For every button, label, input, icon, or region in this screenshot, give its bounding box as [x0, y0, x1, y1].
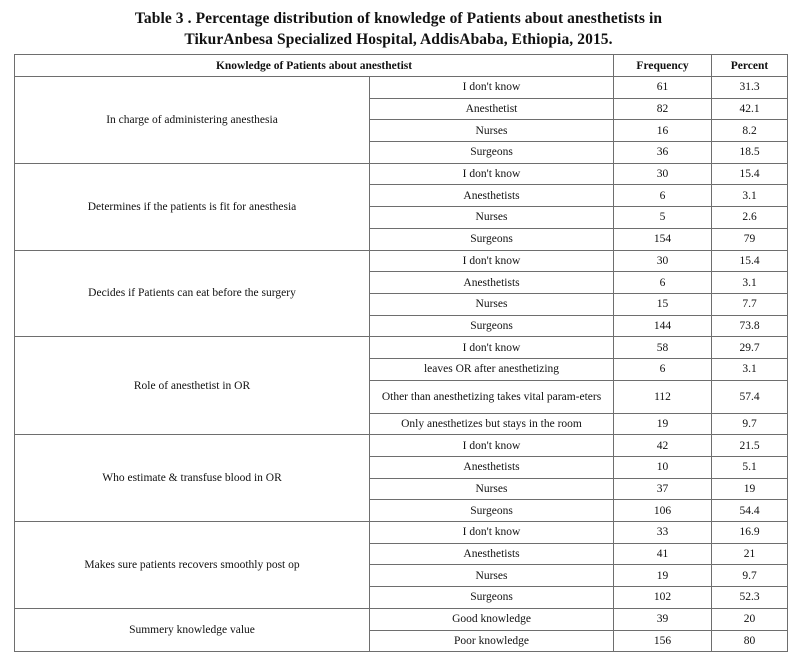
frequency-cell: 19	[614, 565, 712, 587]
option-cell: Nurses	[370, 478, 614, 500]
option-cell: I don't know	[370, 163, 614, 185]
percent-cell: 7.7	[712, 293, 788, 315]
percent-cell: 54.4	[712, 500, 788, 522]
frequency-cell: 30	[614, 163, 712, 185]
question-cell: Decides if Patients can eat before the surgery	[15, 250, 370, 337]
option-cell: Surgeons	[370, 500, 614, 522]
frequency-cell: 106	[614, 500, 712, 522]
frequency-cell: 37	[614, 478, 712, 500]
frequency-cell: 5	[614, 207, 712, 229]
percent-cell: 52.3	[712, 587, 788, 609]
header-frequency: Frequency	[614, 55, 712, 77]
frequency-cell: 33	[614, 522, 712, 544]
table-row	[15, 608, 788, 630]
table-row	[15, 435, 788, 457]
percent-cell: 8.2	[712, 120, 788, 142]
caption-line-2: TikurAnbesa Specialized Hospital, AddisAbaba, Ethiopia, 2015.	[184, 31, 613, 48]
header-percent: Percent	[712, 55, 788, 77]
percent-cell: 80	[712, 630, 788, 652]
option-cell: Poor knowledge	[370, 630, 614, 652]
percent-cell: 31.3	[712, 77, 788, 99]
option-cell: I don't know	[370, 337, 614, 359]
table-row	[15, 250, 788, 272]
table-caption	[0, 8, 797, 50]
option-cell: I don't know	[370, 250, 614, 272]
option-cell: I don't know	[370, 77, 614, 99]
option-cell: Nurses	[370, 293, 614, 315]
percent-cell: 21	[712, 543, 788, 565]
percent-cell: 15.4	[712, 163, 788, 185]
question-cell: Makes sure patients recovers smoothly post op	[15, 522, 370, 609]
option-cell: Anesthetist	[370, 98, 614, 120]
percent-cell: 16.9	[712, 522, 788, 544]
table-row	[15, 337, 788, 359]
caption-line-1: Table 3 . Percentage distribution of knowledge of Patients about anesthetists in	[134, 10, 663, 27]
percent-cell: 20	[712, 608, 788, 630]
frequency-cell: 36	[614, 142, 712, 164]
frequency-cell: 61	[614, 77, 712, 99]
question-cell: Summery knowledge value	[15, 608, 370, 651]
option-cell: Anesthetists	[370, 457, 614, 479]
frequency-cell: 156	[614, 630, 712, 652]
percent-cell: 57.4	[712, 380, 788, 413]
frequency-cell: 102	[614, 587, 712, 609]
frequency-cell: 10	[614, 457, 712, 479]
table-body	[15, 77, 788, 652]
frequency-cell: 58	[614, 337, 712, 359]
percent-cell: 21.5	[712, 435, 788, 457]
option-cell: Surgeons	[370, 142, 614, 164]
option-cell: Anesthetists	[370, 185, 614, 207]
frequency-cell: 112	[614, 380, 712, 413]
percent-cell: 73.8	[712, 315, 788, 337]
question-cell: In charge of administering anesthesia	[15, 77, 370, 164]
frequency-cell: 154	[614, 228, 712, 250]
percent-cell: 79	[712, 228, 788, 250]
frequency-cell: 42	[614, 435, 712, 457]
frequency-cell: 30	[614, 250, 712, 272]
header-knowledge: Knowledge of Patients about anesthetist	[15, 55, 614, 77]
frequency-cell: 6	[614, 358, 712, 380]
percent-cell: 3.1	[712, 272, 788, 294]
option-cell: Nurses	[370, 207, 614, 229]
frequency-cell: 16	[614, 120, 712, 142]
percent-cell: 5.1	[712, 457, 788, 479]
knowledge-table	[14, 54, 788, 652]
frequency-cell: 6	[614, 185, 712, 207]
question-cell: Who estimate & transfuse blood in OR	[15, 435, 370, 522]
option-cell: Only anesthetizes but stays in the room	[370, 413, 614, 435]
option-cell: I don't know	[370, 435, 614, 457]
question-cell: Determines if the patients is fit for anesthesia	[15, 163, 370, 250]
option-cell: Anesthetists	[370, 272, 614, 294]
frequency-cell: 39	[614, 608, 712, 630]
option-cell: Surgeons	[370, 315, 614, 337]
frequency-cell: 144	[614, 315, 712, 337]
percent-cell: 3.1	[712, 358, 788, 380]
option-cell: Nurses	[370, 565, 614, 587]
option-cell: Good knowledge	[370, 608, 614, 630]
percent-cell: 42.1	[712, 98, 788, 120]
percent-cell: 29.7	[712, 337, 788, 359]
option-cell: I don't know	[370, 522, 614, 544]
frequency-cell: 82	[614, 98, 712, 120]
option-cell: Surgeons	[370, 228, 614, 250]
percent-cell: 9.7	[712, 565, 788, 587]
option-cell: Nurses	[370, 120, 614, 142]
frequency-cell: 19	[614, 413, 712, 435]
percent-cell: 15.4	[712, 250, 788, 272]
table-row	[15, 522, 788, 544]
percent-cell: 18.5	[712, 142, 788, 164]
percent-cell: 19	[712, 478, 788, 500]
percent-cell: 9.7	[712, 413, 788, 435]
percent-cell: 3.1	[712, 185, 788, 207]
frequency-cell: 6	[614, 272, 712, 294]
percent-cell: 2.6	[712, 207, 788, 229]
frequency-cell: 41	[614, 543, 712, 565]
option-cell: Other than anesthetizing takes vital param-eters	[370, 380, 614, 413]
table-row	[15, 163, 788, 185]
table-row	[15, 77, 788, 99]
frequency-cell: 15	[614, 293, 712, 315]
option-cell: leaves OR after anesthetizing	[370, 358, 614, 380]
option-cell: Anesthetists	[370, 543, 614, 565]
question-cell: Role of anesthetist in OR	[15, 337, 370, 435]
option-cell: Surgeons	[370, 587, 614, 609]
